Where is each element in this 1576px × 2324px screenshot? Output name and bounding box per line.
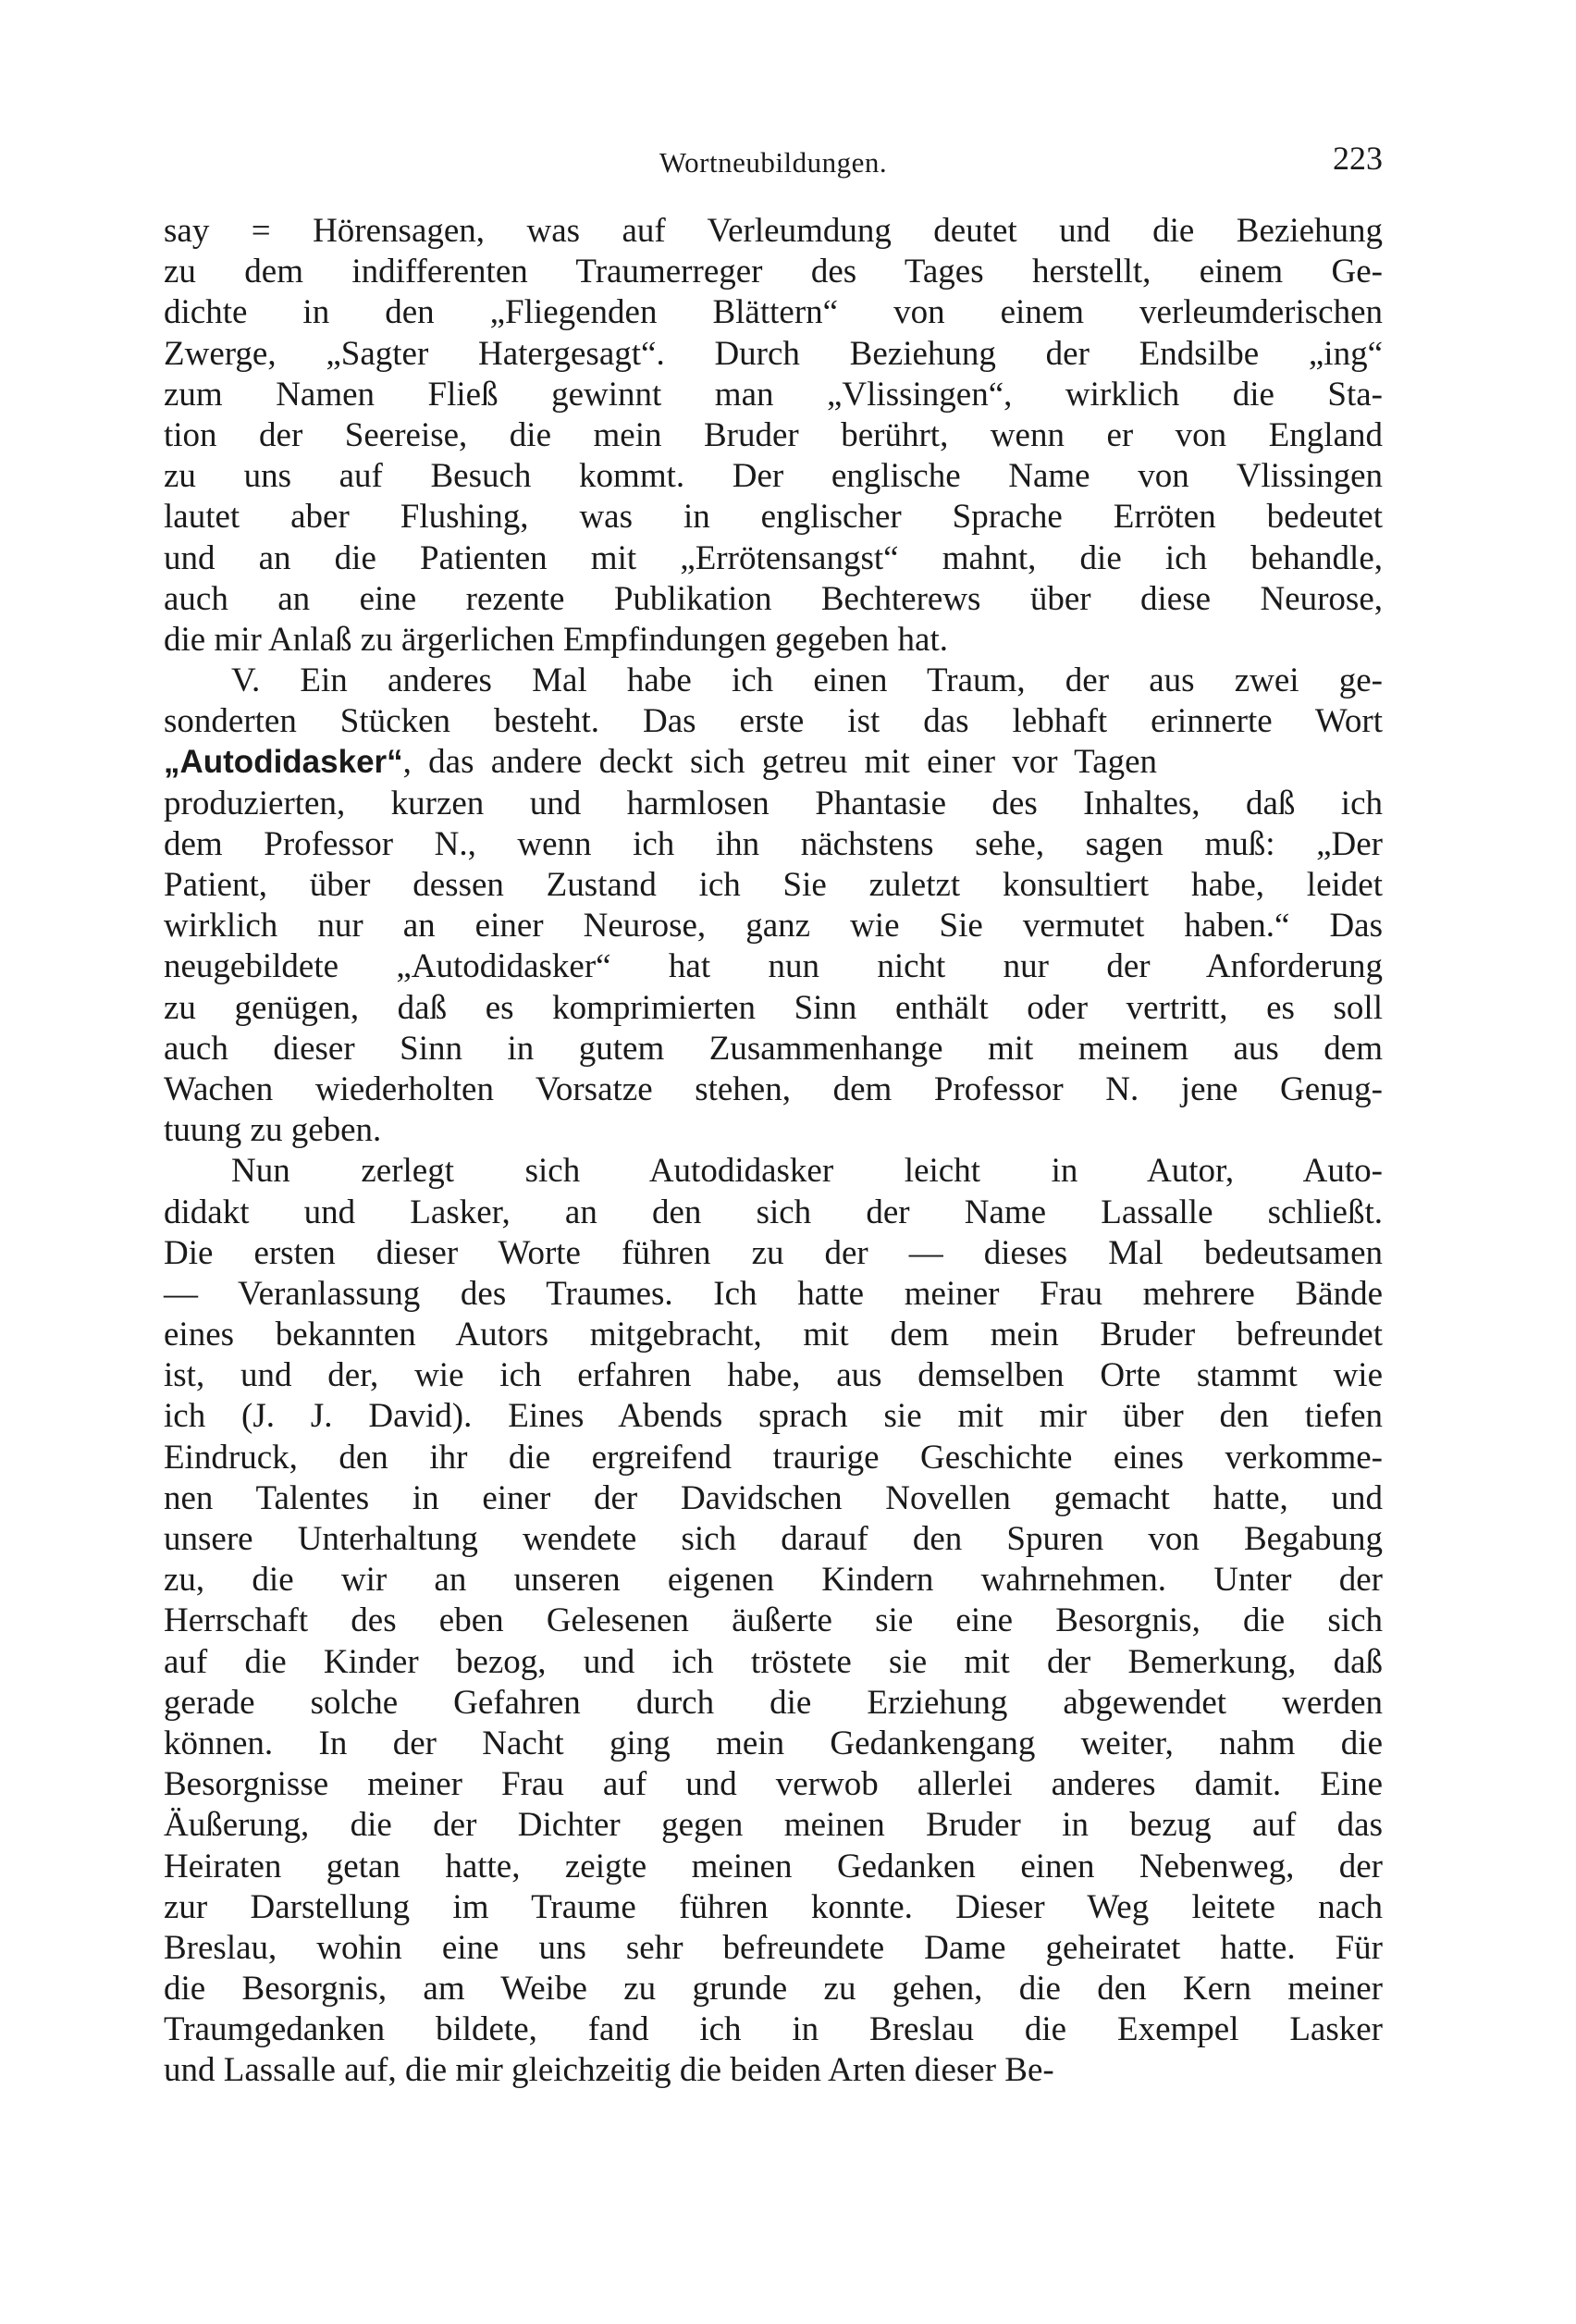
bold-term: „Autodidasker“ bbox=[164, 744, 403, 781]
text-line: Heiraten getan hatte, zeigte meinen Gedanken einen Nebenweg, der bbox=[164, 1847, 1383, 1885]
text-line: dichte in den „Fliegenden Blättern“ von einem verleumderischen bbox=[164, 293, 1383, 332]
text-line: unsere Unterhaltung wendete sich darauf den Spuren von Begabung bbox=[164, 1520, 1383, 1558]
text-line: Wachen wiederholten Vorsatze stehen, dem Professor N. jene Genug- bbox=[164, 1069, 1383, 1108]
page-header bbox=[164, 139, 1383, 185]
text-line: produzierten, kurzen und harmlosen Phantasie des Inhaltes, daß ich bbox=[164, 784, 1383, 822]
text-line: tion der Seereise, die mein Bruder berührt, wenn er von England bbox=[164, 415, 1383, 454]
text-line: zu, die wir an unseren eigenen Kindern wahrnehmen. Unter der bbox=[164, 1561, 1383, 1600]
text-line: und an die Patienten mit „Errötensangst“ mahnt, die ich behandle, bbox=[164, 538, 1383, 577]
text-line: können. In der Nacht ging mein Gedankengang weiter, nahm die bbox=[164, 1724, 1383, 1762]
text-line: V. Ein anderes Mal habe ich einen Traum, der aus zwei ge- bbox=[231, 661, 1383, 700]
text-line: eines bekannten Autors mitgebracht, mit dem mein Bruder befreundet bbox=[164, 1316, 1383, 1354]
paragraph bbox=[164, 1151, 1383, 2091]
text-line: auf die Kinder bezog, und ich tröstete sie mit der Bemerkung, daß bbox=[164, 1642, 1383, 1681]
text-line: zur Darstellung im Traume führen konnte. Dieser Weg leitete nach bbox=[164, 1887, 1383, 1926]
text-segment: , das andere deckt sich getreu mit einer vor Tagen bbox=[402, 743, 1158, 782]
text-line: lautet aber Flushing, was in englischer Sprache Erröten bedeutet bbox=[164, 498, 1383, 537]
text-line bbox=[164, 742, 1383, 783]
text-line: Zwerge, „Sagter Hatergesagt“. Durch Beziehung der Endsilbe „ing“ bbox=[164, 334, 1383, 373]
text-line: Herrschaft des eben Gelesenen äußerte sie eine Besorgnis, die sich bbox=[164, 1601, 1383, 1640]
text-line: auch dieser Sinn in gutem Zusammenhange mit meinem aus dem bbox=[164, 1029, 1383, 1068]
text-line: zu genügen, daß es komprimierten Sinn enthält oder vertritt, es soll bbox=[164, 988, 1383, 1027]
text-line: Breslau, wohin eine uns sehr befreundete Dame geheiratet hatte. Für bbox=[164, 1928, 1383, 1967]
text-line: auch an eine rezente Publikation Bechterews über diese Neurose, bbox=[164, 579, 1383, 618]
text-line: dem Professor N., wenn ich ihn nächstens sehe, sagen muß: „Der bbox=[164, 824, 1383, 863]
text-line: Traumgedanken bildete, fand ich in Breslau die Exempel Lasker bbox=[164, 2010, 1383, 2049]
text-line: die Besorgnis, am Weibe zu grunde zu gehen, die den Kern meiner bbox=[164, 1970, 1383, 2009]
text-line: nen Talentes in einer der Davidschen Novellen gemacht hatte, und bbox=[164, 1478, 1383, 1517]
paragraph bbox=[164, 211, 1383, 661]
text-line: die mir Anlaß zu ärgerlichen Empfindungen gegeben hat. bbox=[164, 620, 948, 659]
text-line: — Veranlassung des Traumes. Ich hatte meiner Frau mehrere Bände bbox=[164, 1274, 1383, 1313]
text-line: Eindruck, den ihr die ergreifend traurige Geschichte eines verkomme- bbox=[164, 1438, 1383, 1477]
text-line: Patient, über dessen Zustand ich Sie zuletzt konsultiert habe, leidet bbox=[164, 866, 1383, 904]
text-line: tuung zu geben. bbox=[164, 1111, 382, 1150]
running-title: Wortneubildungen. bbox=[659, 146, 888, 179]
text-line: wirklich nur an einer Neurose, ganz wie Sie vermutet haben.“ Das bbox=[164, 907, 1383, 946]
text-line: neugebildete „Autodidasker“ hat nun nicht nur der Anforderung bbox=[164, 947, 1383, 986]
text-line: Besorgnisse meiner Frau auf und verwob allerlei anderes damit. Eine bbox=[164, 1765, 1383, 1804]
paragraph bbox=[164, 661, 1383, 1151]
text-line: zu uns auf Besuch kommt. Der englische Name von Vlissingen bbox=[164, 457, 1383, 496]
text-line: und Lassalle auf, die mir gleichzeitig die beiden Arten dieser Be- bbox=[164, 2051, 1054, 2090]
page-number: 223 bbox=[1333, 140, 1383, 177]
text-line: sonderten Stücken besteht. Das erste ist das lebhaft erinnerte Wort bbox=[164, 702, 1383, 741]
text-line: gerade solche Gefahren durch die Erziehung abgewendet werden bbox=[164, 1683, 1383, 1722]
text-line: Äußerung, die der Dichter gegen meinen Bruder in bezug auf das bbox=[164, 1806, 1383, 1845]
text-line: ich (J. J. David). Eines Abends sprach sie mit mir über den tiefen bbox=[164, 1397, 1383, 1436]
text-line: zum Namen Fließ gewinnt man „Vlissingen“, wirklich die Sta- bbox=[164, 375, 1383, 414]
text-line: zu dem indifferenten Traumerreger des Tages herstellt, einem Ge- bbox=[164, 253, 1383, 291]
body-text bbox=[164, 211, 1383, 2092]
text-line: Die ersten dieser Worte führen zu der — dieses Mal bedeutsamen bbox=[164, 1233, 1383, 1272]
text-line: didakt und Lasker, an den sich der Name Lassalle schließt. bbox=[164, 1193, 1383, 1231]
text-line: say = Hörensagen, was auf Verleumdung deutet und die Beziehung bbox=[164, 212, 1383, 250]
text-line: Nun zerlegt sich Autodidasker leicht in Autor, Auto- bbox=[231, 1152, 1383, 1191]
text-line: ist, und der, wie ich erfahren habe, aus demselben Orte stammt wie bbox=[164, 1356, 1383, 1395]
